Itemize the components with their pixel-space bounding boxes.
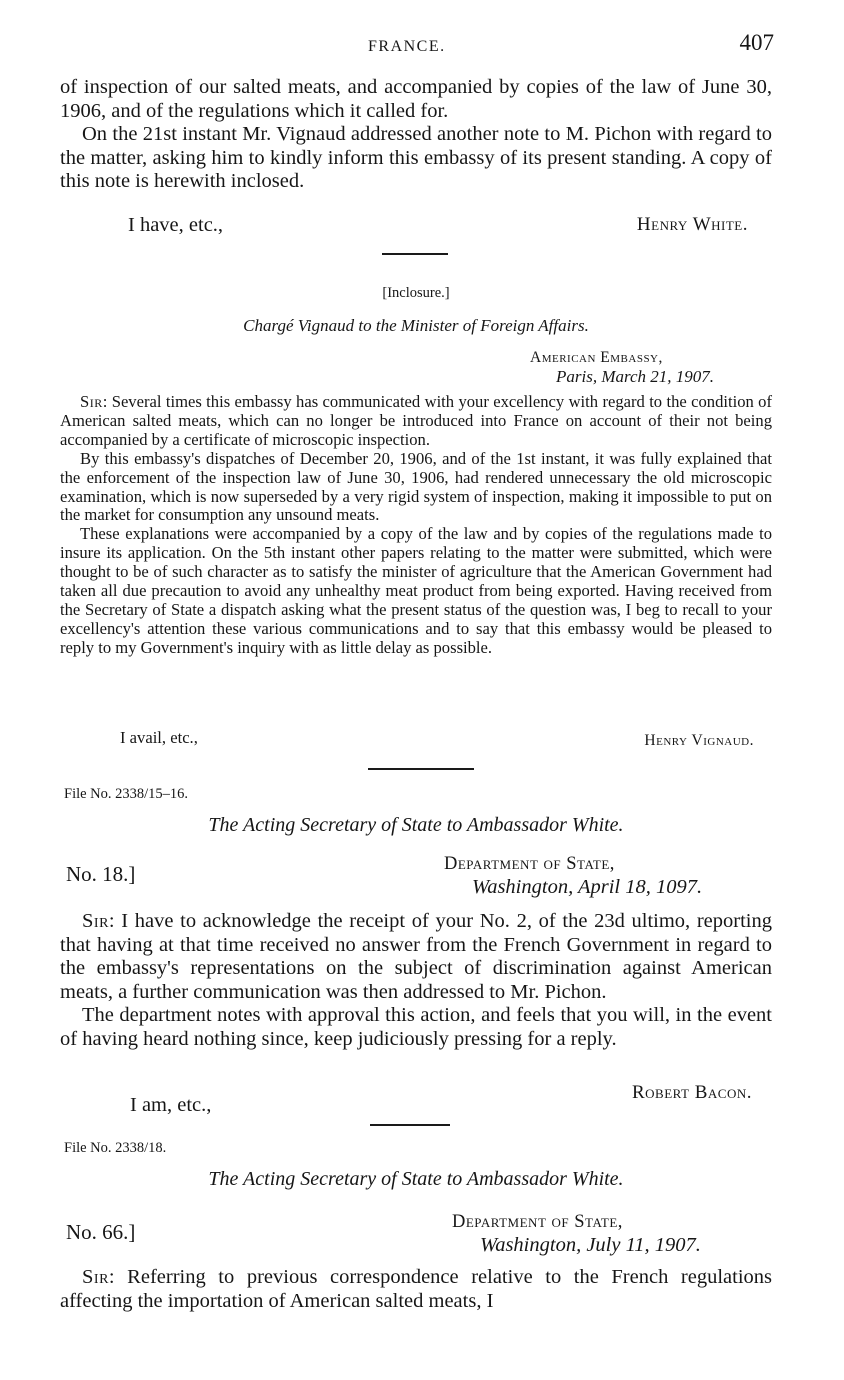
letter1-paragraph-2: On the 21st instant Mr. Vignaud addressed another note to M. Pichon with regard to the matter, asking him to kindly inform this embassy of its present standing. A copy of this note is herewith inclosed. — [60, 123, 772, 192]
section-divider — [368, 768, 474, 770]
section-divider — [370, 1124, 450, 1126]
letter2-body — [60, 910, 772, 1051]
letter1-paragraph-1: of inspection of our salted meats, and accompanied by copies of the law of June 30, 1906, and of the regulations which it called for. — [60, 76, 772, 122]
letter3-file-number: File No. 2338/18. — [64, 1140, 167, 1156]
inclosure-salutation: Sir — [80, 392, 103, 411]
letter2-title: The Acting Secretary of State to Ambassador White. — [208, 814, 624, 836]
letter3-number: No. 66.] — [66, 1220, 136, 1244]
letter2-closing — [60, 1082, 772, 1120]
inclosure-closing — [60, 728, 772, 754]
letter2-file-number: File No. 2338/15–16. — [64, 786, 189, 802]
letter2-place: Department of State, — [444, 854, 615, 874]
letter2-number: No. 18.] — [66, 862, 136, 886]
inclosure-place: American Embassy, — [530, 349, 663, 366]
letter2-salutation: Sir — [82, 910, 109, 932]
letter2-paragraph-1: Sir: I have to acknowledge the receipt of your No. 2, of the 23d ultimo, reporting that having at that time received no answer from the French Government in regard to the embassy's representations on the subject of discrimination against American meats, a further communication was then addressed to Mr. Pichon. — [60, 910, 772, 1003]
letter1-closing — [60, 214, 772, 240]
letter2-closing-phrase: I am, etc., — [130, 1094, 212, 1116]
page-header — [60, 30, 780, 60]
letter3-salutation: Sir — [82, 1266, 109, 1288]
section-divider — [382, 253, 448, 255]
letter1-body — [60, 76, 772, 194]
letter3-date: Washington, July 11, 1907. — [480, 1234, 701, 1256]
inclosure-signature: Henry Vignaud. — [644, 732, 754, 749]
letter3-place: Department of State, — [452, 1212, 623, 1232]
letter2-date: Washington, April 18, 1097. — [472, 876, 703, 898]
letter1-signature: Henry White. — [636, 214, 748, 235]
letter1-closing-phrase: I have, etc., — [128, 214, 224, 236]
letter3-body — [60, 1266, 772, 1313]
inclosure-label: [Inclosure.] — [382, 285, 450, 301]
inclosure-date: Paris, March 21, 1907. — [556, 367, 715, 386]
running-head: FRANCE. — [368, 38, 446, 55]
inclosure-title: Chargé Vignaud to the Minister of Foreign Affairs. — [243, 316, 589, 335]
letter3-paragraph-1: Sir: Referring to previous correspondence relative to the French regulations affecting the importation of American salted meats, I — [60, 1266, 772, 1312]
letter2-paragraph-2: The department notes with approval this action, and feels that you will, in the event of having heard nothing since, keep judiciously pressing for a reply. — [60, 1004, 772, 1050]
inclosure-body — [60, 393, 772, 658]
page-number: 407 — [739, 30, 774, 55]
inclosure-paragraph-2: By this embassy's dispatches of December 20, 1906, and of the 1st instant, it was fully explained that the enforcement of the inspection law of June 30, 1906, had rendered unnecessary the old microscopic examination, which is now superseded by a very rigid system of inspection, making it impossible to put on the market for consumption any unsound meats. — [60, 448, 772, 525]
letter2-signature: Robert Bacon. — [631, 1082, 752, 1103]
inclosure-paragraph-3: These explanations were accompanied by a copy of the law and by copies of the regulations made to insure its application. On the 5th instant other papers relating to the matter were submitted, which were thought to be of such character as to satisfy the minister of agriculture that the American Government had taken all due precaution to avoid any unhealthy meat product from being exported. Having received from the Secretary of State a dispatch asking what the present status of the question was, I beg to recall to your excellency's attention these various communications and to say that this embassy would be pleased to reply to my Government's inquiry with as little delay as possible. — [60, 524, 772, 657]
letter3-title: The Acting Secretary of State to Ambassador White. — [208, 1168, 624, 1190]
inclosure-closing-phrase: I avail, etc., — [120, 728, 198, 747]
inclosure-paragraph-1: Sir: Several times this embassy has communicated with your excellency with regard to the condition of American salted meats, which can no longer be introduced into France on account of their not being accompanied by a certificate of microscopic inspection. — [60, 392, 772, 449]
